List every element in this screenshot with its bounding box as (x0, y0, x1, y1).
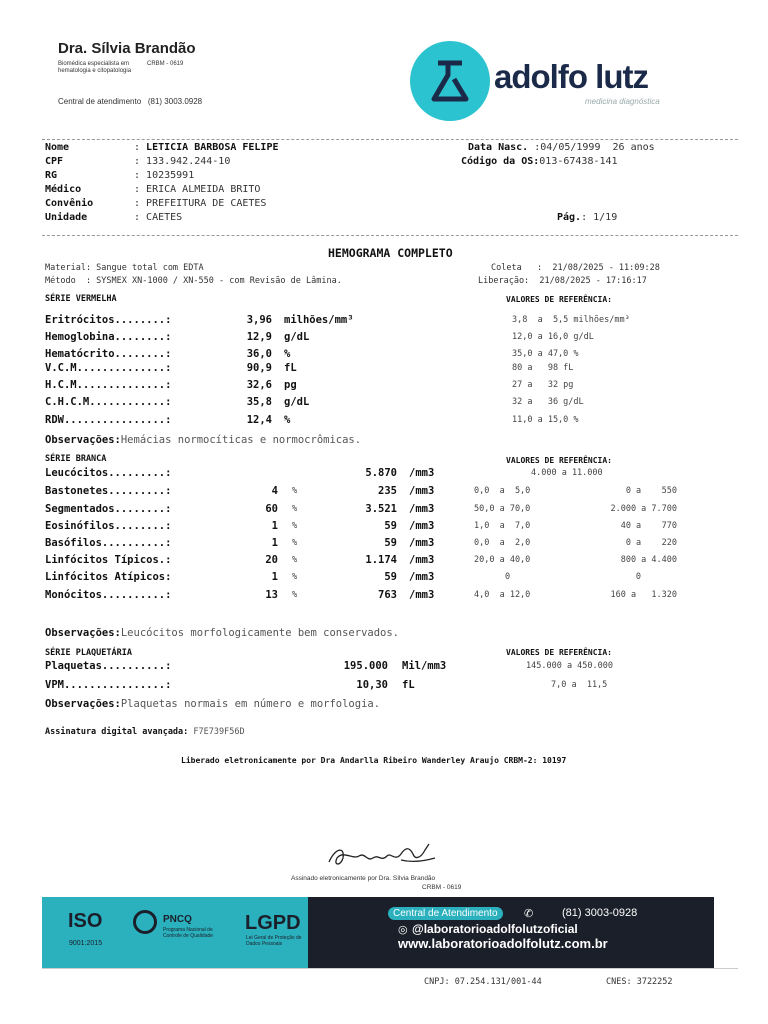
page-label: Pág. (557, 212, 582, 223)
leuco-unit: /mm3 (409, 467, 435, 479)
patient-convenio: PREFEITURA DE CAETES (146, 198, 267, 209)
red-row-unit: % (284, 414, 291, 426)
white-row-ref-pct: 1,0 a 7,0 (474, 521, 531, 531)
page-value: 1/19 (593, 212, 618, 223)
white-row-ref-pct: 0,0 a 2,0 (474, 538, 531, 548)
red-row-ref: 27 a 32 pg (512, 380, 574, 390)
white-row-pct-unit: % (292, 590, 298, 600)
obs-label: Observações: (45, 434, 121, 446)
white-row-label: Segmentados........: (45, 503, 172, 515)
white-row-ref-pct: 0,0 a 5,0 (474, 486, 531, 496)
patient-values: : LETICIA BARBOSA FELIPE : 133.942.244-10 : 10235991 : ERICA ALMEIDA BRITO : PREFEITURA DE CAETES : CAETES (134, 142, 279, 223)
red-row-label: Eritrócitos........: (45, 314, 172, 326)
red-observation (45, 434, 361, 446)
white-row-abs-unit: /mm3 (409, 520, 435, 532)
label-convenio: Convênio (45, 198, 94, 209)
plaq-label: Plaquetas..........: (45, 660, 172, 672)
red-row-label: Hemoglobina........: (45, 331, 172, 343)
white-row-abs-unit: /mm3 (409, 537, 435, 549)
vpm-ref: 7,0 a 11,5 (551, 680, 608, 690)
red-row-value: 32,6 (246, 379, 272, 391)
white-row-pct-unit: % (292, 504, 298, 514)
white-row-label: Linfócitos Típicos.: (45, 554, 172, 566)
white-row-label: Bastonetes.........: (45, 485, 172, 497)
red-row-value: 12,4 (246, 414, 272, 426)
white-row-ref-abs: 800 a 4.400 (620, 555, 677, 565)
lab-logo-icon (410, 41, 490, 121)
central-label: Central de atendimento (58, 97, 142, 106)
white-row-pct: 20 (265, 554, 278, 566)
divider (42, 235, 738, 236)
red-row-ref: 32 a 36 g/dL (512, 397, 584, 407)
red-row-ref: 3,8 a 5,5 milhões/mm³ (512, 315, 630, 325)
os-label: Código da OS: (461, 156, 540, 167)
birth-label: Data Nasc. (468, 142, 529, 153)
red-row-label: V.C.M..............: (45, 362, 172, 374)
white-row-abs: 59 (384, 520, 397, 532)
red-row-value: 12,9 (246, 331, 272, 343)
leuco-label: Leucócitos.........: (45, 467, 172, 479)
white-row-pct-unit: % (292, 538, 298, 548)
white-row-ref-pct: 0 (505, 572, 511, 582)
red-row-unit: g/dL (284, 331, 310, 343)
label-medico: Médico (45, 184, 82, 195)
digital-signature (45, 727, 245, 737)
white-row-ref-abs: 2.000 a 7.700 (610, 504, 677, 514)
white-row-ref-pct: 4,0 a 12,0 (474, 590, 531, 600)
white-row-pct-unit: % (292, 572, 298, 582)
footer-phone: (81) 3003-0928 (562, 907, 638, 919)
white-row-ref-pct: 20,0 a 40,0 (474, 555, 531, 565)
red-row-label: C.H.C.M............: (45, 396, 172, 408)
instagram-icon: ◎ (398, 924, 408, 936)
white-row-ref-pct: 50,0 a 70,0 (474, 504, 531, 514)
white-row-pct: 13 (265, 589, 278, 601)
white-observation (45, 627, 399, 639)
released-by: Liberado eletronicamente por Dra Andarlla Ribeiro Wanderley Araujo CRBM-2: 10197 (181, 756, 567, 765)
white-row-abs-unit: /mm3 (409, 589, 435, 601)
page-number: Pág.: 1/19 (557, 212, 618, 223)
pncq-sub: Programa Nacional de Controle de Qualidade (163, 927, 214, 939)
red-series-title: SÉRIE VERMELHA (45, 294, 117, 304)
patient-rg: 10235991 (146, 170, 195, 181)
patient-labels (45, 142, 93, 226)
white-row-abs-unit: /mm3 (409, 503, 435, 515)
white-row-label: Basófilos..........: (45, 537, 172, 549)
label-cpf: CPF (45, 156, 64, 167)
lgpd-badge: LGPD (245, 912, 301, 934)
white-row-pct-unit: % (292, 521, 298, 531)
white-row-abs-unit: /mm3 (409, 571, 435, 583)
cnes: CNES: 3722252 (606, 977, 673, 987)
white-row-pct-unit: % (292, 555, 298, 565)
red-row-unit: milhões/mm³ (284, 314, 354, 326)
exam-material: Material: Sangue total com EDTA (45, 263, 204, 273)
red-row-unit: % (284, 348, 291, 360)
white-row-abs-unit: /mm3 (409, 554, 435, 566)
red-row-ref: 12,0 a 16,0 g/dL (512, 332, 594, 342)
patient-name: LETICIA BARBOSA FELIPE (146, 142, 279, 153)
patient-cpf: 133.942.244-10 (146, 156, 231, 167)
platelet-ref-title: VALORES DE REFERÊNCIA: (506, 648, 612, 657)
patient-unidade: CAETES (146, 212, 183, 223)
red-row-ref: 11,0 a 15,0 % (512, 415, 579, 425)
iso-number: 9001:2015 (69, 940, 103, 947)
patient-medico: ERICA ALMEIDA BRITO (146, 184, 261, 195)
lab-logo-subtitle: medicina diagnóstica (585, 97, 660, 106)
plaq-value: 195.000 (343, 660, 388, 672)
white-row-pct-unit: % (292, 486, 298, 496)
iso-badge: ISO (68, 910, 103, 932)
white-row-abs: 763 (378, 589, 397, 601)
label-unidade: Unidade (45, 212, 88, 223)
obs-text: Plaquetas normais em número e morfologia. (120, 698, 381, 710)
doctor-name: Dra. Sílvia Brandão (58, 40, 196, 57)
red-row-label: RDW................: (45, 414, 172, 426)
central-phone: (81) 3003.0928 (147, 97, 203, 106)
red-row-ref: 35,0 a 47,0 % (512, 349, 579, 359)
exam-coleta: Coleta : 21/08/2025 - 11:09:28 (491, 263, 660, 273)
white-row-pct: 1 (271, 520, 278, 532)
exam-title: HEMOGRAMA COMPLETO (328, 246, 453, 260)
doctor-crbm: CRBM - 0619 (147, 61, 184, 67)
whatsapp-icon: ✆ (524, 908, 534, 920)
exam-liberacao: Liberação: 21/08/2025 - 17:16:17 (478, 276, 647, 286)
lgpd-sub: Lei Geral de Proteção de Dados Pessoais (246, 935, 302, 947)
red-row-unit: pg (284, 379, 297, 391)
lab-logo-text: adolfo lutz (494, 58, 648, 95)
signed-crbm: CRBM - 0619 (422, 884, 462, 891)
red-row-value: 35,8 (246, 396, 272, 408)
obs-text: Hemácias normocíticas e normocrômicas. (120, 434, 362, 446)
patient-age: 26 anos (612, 142, 655, 153)
central-atendimento-badge: Central de Atendimento (388, 907, 503, 920)
white-series-title: SÉRIE BRANCA (45, 454, 107, 464)
white-ref-title: VALORES DE REFERÊNCIA: (506, 456, 612, 465)
obs-text: Leucócitos morfologicamente bem conservados. (120, 627, 400, 639)
divider (42, 968, 738, 969)
handwritten-signature (325, 840, 445, 876)
white-row-abs: 59 (384, 537, 397, 549)
plaq-unit: Mil/mm3 (402, 660, 447, 672)
vpm-unit: fL (402, 679, 415, 691)
white-row-label: Linfócitos Atípicos: (45, 571, 172, 583)
platelet-series-title: SÉRIE PLAQUETÁRIA (45, 648, 132, 658)
os-code (461, 156, 618, 168)
exam-metodo: Método : SYSMEX XN-1000 / XN-550 - com Revisão de Lâmina. (45, 276, 342, 286)
footer-site: www.laboratorioadolfolutz.com.br (398, 936, 608, 951)
plaq-ref: 145.000 a 450.000 (526, 661, 613, 671)
white-row-ref-abs: 40 a 770 (620, 521, 677, 531)
cnpj: CNPJ: 07.254.131/001-44 (424, 977, 542, 987)
white-row-pct: 4 (271, 485, 278, 497)
red-row-label: Hematócrito........: (45, 348, 172, 360)
white-row-abs: 59 (384, 571, 397, 583)
doctor-description: Biomédica especialista em hematologia e citopatologia (58, 61, 132, 74)
white-row-ref-abs: 160 a 1.320 (610, 590, 677, 600)
pncq-label: PNCQ (163, 914, 192, 925)
leuco-ref: 4.000 a 11.000 (531, 468, 603, 478)
red-row-unit: fL (284, 362, 297, 374)
red-row-value: 3,96 (246, 314, 272, 326)
white-row-ref-abs: 0 a 220 (625, 538, 677, 548)
pncq-icon (133, 910, 157, 934)
signed-by: Assinado eletronicamente por Dra. Sílvia Brandão (291, 875, 436, 882)
os-value: 013-67438-141 (539, 156, 618, 167)
label-rg: RG (45, 170, 58, 181)
vpm-value: 10,30 (356, 679, 388, 691)
white-row-pct: 1 (271, 571, 278, 583)
platelet-observation (45, 698, 380, 710)
footer-instagram: @laboratorioadolfolutzoficial (412, 922, 578, 936)
birth-value: 04/05/1999 (540, 142, 601, 153)
red-row-value: 90,9 (246, 362, 272, 374)
white-row-abs: 235 (378, 485, 397, 497)
label-nome: Nome (45, 142, 70, 153)
white-row-ref-abs: 0 (635, 572, 641, 582)
white-row-label: Eosinófilos........: (45, 520, 172, 532)
divider (42, 139, 738, 140)
red-row-unit: g/dL (284, 396, 310, 408)
red-ref-title: VALORES DE REFERÊNCIA: (506, 295, 612, 304)
leuco-value: 5.870 (365, 467, 397, 479)
white-row-ref-abs: 0 a 550 (625, 486, 677, 496)
white-row-label: Monócitos..........: (45, 589, 172, 601)
central-atendimento (58, 97, 202, 106)
signature-hash: F7E739F56D (193, 727, 245, 737)
obs-label: Observações: (45, 698, 121, 710)
birth-date: Data Nasc. :04/05/1999 26 anos (468, 142, 655, 153)
white-row-pct: 1 (271, 537, 278, 549)
signature-label: Assinatura digital avançada: (45, 727, 189, 737)
white-row-abs: 1.174 (365, 554, 397, 566)
red-row-value: 36,0 (246, 348, 272, 360)
white-row-pct: 60 (265, 503, 278, 515)
obs-label: Observações: (45, 627, 121, 639)
white-row-abs: 3.521 (365, 503, 397, 515)
vpm-label: VPM................: (45, 679, 172, 691)
red-row-label: H.C.M..............: (45, 379, 172, 391)
white-row-abs-unit: /mm3 (409, 485, 435, 497)
red-row-ref: 80 a 98 fL (512, 363, 574, 373)
